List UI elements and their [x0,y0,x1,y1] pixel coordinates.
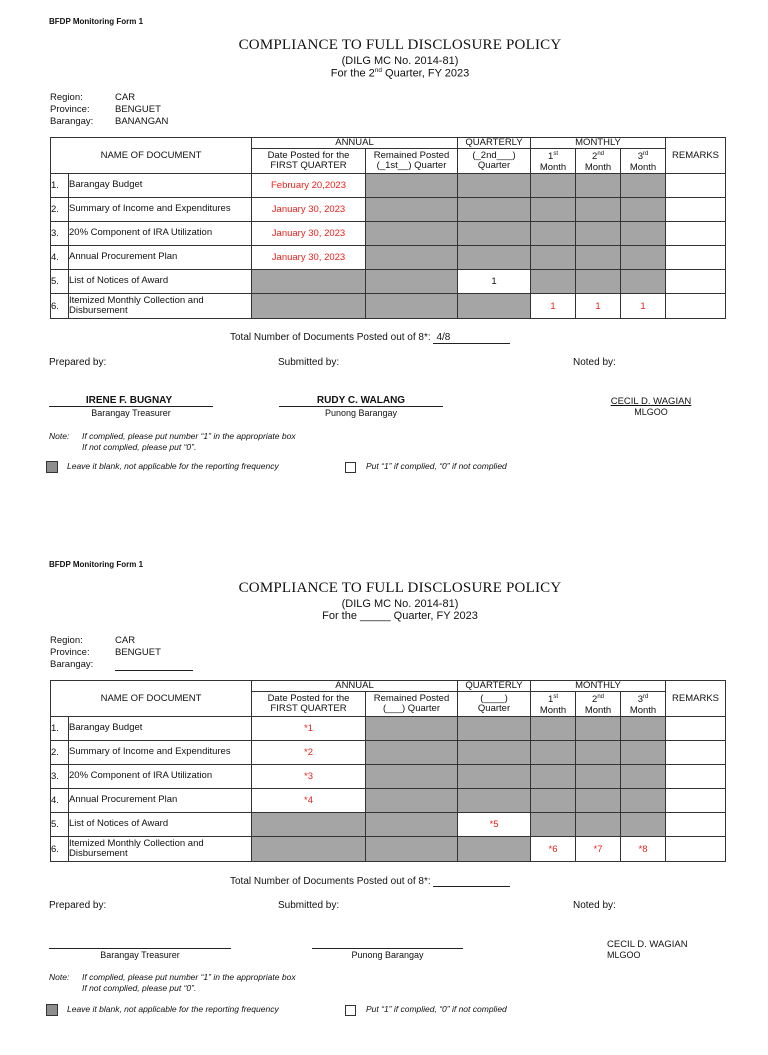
remarks-cell[interactable] [666,246,726,270]
form-subtitle: (DILG MC No. 2014-81) [341,598,459,610]
document-name: Itemized Monthly Collection and Disbursement [69,294,252,319]
row-number: 5. [51,270,69,294]
date-posted-cell[interactable]: February 20,2023 [252,174,366,198]
header-remarks: REMARKS [666,681,726,717]
province-label: Province: [50,647,90,658]
row-number: 1. [51,174,69,198]
province-value: BENGUET [115,647,161,658]
header-quarter-line2: Quarter [477,160,511,171]
region-label: Region: [50,92,83,103]
shaded-cell [621,765,666,789]
m2-sup: nd [597,694,604,701]
note-line-2: If not complied, please put “0”. [82,982,197,993]
document-name: List of Notices of Award [69,270,252,294]
reporting-period [0,610,768,622]
note-block [49,972,296,993]
shaded-cell [621,270,666,294]
mlgoo-name: CECIL D. WAGIAN [607,939,688,950]
mlgoo-block [607,939,688,960]
shaded-cell [621,198,666,222]
remarks-cell[interactable] [666,741,726,765]
header-quarterly: QUARTERLY [458,681,531,692]
province-label: Province: [50,104,90,115]
submitted-by-label: Submitted by: [278,900,340,911]
treasurer-signature-line[interactable] [49,937,231,949]
shaded-cell [366,198,458,222]
shaded-cell [621,741,666,765]
shaded-cell [531,789,576,813]
remarks-cell[interactable] [666,222,726,246]
treasurer-role: Barangay Treasurer [100,950,180,960]
note-label: Note: [49,972,70,982]
legend-shaded-text: Leave it blank, not applicable for the reporting frequency [67,461,279,471]
shaded-cell [531,270,576,294]
shaded-cell [621,813,666,837]
header-date-posted [252,692,366,717]
reporting-period [0,67,768,80]
noted-by-label: Noted by: [573,357,616,368]
total-label: Total Number of Documents Posted out of 8*: [230,876,431,887]
date-posted-cell[interactable]: *2 [252,741,366,765]
header-quarter [458,692,531,717]
compliance-table [50,680,726,862]
legend-blank-text: Put “1” if complied, “0” if not complied [366,461,507,471]
date-posted-cell[interactable]: *3 [252,765,366,789]
mlgoo-block [603,396,699,417]
header-date-posted-line1: Date Posted for the [267,693,350,704]
prepared-by-label: Prepared by: [49,900,107,911]
shaded-cell [621,222,666,246]
shaded-cell [576,198,621,222]
m1-label: Month [539,161,567,173]
m2-num: 2 [592,151,598,163]
location-block [50,635,193,671]
table-row [51,789,726,813]
shaded-cell [252,270,366,294]
note-line-1: If complied, please put number “1” in the appropriate box [82,431,296,441]
mlgoo-role: MLGOO [634,407,668,417]
header-month-1 [531,692,576,717]
shaded-cell [531,741,576,765]
table-row [51,837,726,862]
shaded-cell [366,717,458,741]
table-row [51,717,726,741]
shaded-cell [366,246,458,270]
captain-role: Punong Barangay [324,408,398,418]
header-month-1 [531,149,576,174]
row-number: 3. [51,222,69,246]
month-1-cell[interactable]: 1 [531,294,576,319]
shaded-cell [366,837,458,862]
header-remained-line2: (_1st__) Quarter [376,160,447,171]
header-quarter-line1: (_2nd___) [472,150,516,161]
shaded-cell [576,789,621,813]
m1-sup: st [553,151,558,158]
barangay-value: BANANGAN [115,116,169,127]
document-name: Annual Procurement Plan [69,246,252,270]
table-row [51,198,726,222]
m2-label: Month [584,161,612,173]
date-posted-cell[interactable]: January 30, 2023 [252,246,366,270]
table-row [51,222,726,246]
row-number: 2. [51,198,69,222]
remarks-cell[interactable] [666,270,726,294]
remarks-cell[interactable] [666,294,726,319]
shaded-cell [621,246,666,270]
shaded-cell [576,222,621,246]
date-posted-cell[interactable]: January 30, 2023 [252,198,366,222]
m3-num: 3 [637,694,643,706]
header-month-2 [576,149,621,174]
shaded-cell [252,813,366,837]
shaded-cell [621,174,666,198]
captain-signature-line [279,395,443,407]
header-quarter-line2: Quarter [477,703,511,714]
date-posted-cell[interactable]: *4 [252,789,366,813]
legend-blank-box-icon [345,462,356,473]
table-row [51,246,726,270]
header-quarter-line1: (____) [480,693,508,704]
barangay-label: Barangay: [50,659,94,670]
shaded-cell [366,789,458,813]
shaded-cell [576,270,621,294]
m3-label: Month [629,161,657,173]
document-name: Itemized Monthly Collection and Disbursement [69,837,252,862]
total-documents [230,332,510,344]
captain-role: Punong Barangay [351,950,424,960]
note-block [49,431,296,452]
quarterly-cell[interactable]: *5 [458,813,531,837]
shaded-cell [366,174,458,198]
month-1-cell[interactable]: *6 [531,837,576,862]
table-row [51,294,726,319]
m3-sup: rd [643,694,649,701]
header-date-posted-line1: Date Posted for the [267,150,350,161]
shaded-cell [621,717,666,741]
form-label: BFDP Monitoring Form 1 [49,560,144,569]
shaded-cell [576,174,621,198]
barangay-input[interactable] [115,661,193,671]
table-row [51,174,726,198]
header-monthly: MONTHLY [531,681,666,692]
header-remained-line1: Remained Posted [373,693,450,704]
remarks-cell[interactable] [666,789,726,813]
treasurer-role: Barangay Treasurer [91,408,171,418]
shaded-cell [621,789,666,813]
total-value[interactable]: 4/8 [433,332,510,344]
row-number: 4. [51,246,69,270]
treasurer-signature-line [49,395,213,407]
shaded-cell [531,222,576,246]
total-documents [230,875,510,887]
header-annual: ANNUAL [252,681,458,692]
document-name: Summary of Income and Expenditures [69,198,252,222]
captain-signature-line[interactable] [312,937,463,949]
header-remarks: REMARKS [666,138,726,174]
shaded-cell [458,222,531,246]
period-prefix: For the 2 [330,67,375,80]
shaded-cell [458,765,531,789]
m3-num: 3 [637,151,643,163]
month-2-cell[interactable]: *7 [576,837,621,862]
document-name: 20% Component of IRA Utilization [69,765,252,789]
period-sup: nd [374,67,382,74]
row-number: 4. [51,789,69,813]
shaded-cell [576,765,621,789]
shaded-cell [458,789,531,813]
remarks-cell[interactable] [666,174,726,198]
header-remained-line2: (___) Quarter [382,703,441,714]
remarks-cell[interactable] [666,813,726,837]
shaded-cell [366,294,458,319]
header-remained-posted [366,149,458,174]
header-month-3 [621,692,666,717]
month-2-cell[interactable]: 1 [576,294,621,319]
legend-blank-box-icon [345,1005,356,1016]
prepared-by-label: Prepared by: [49,357,107,368]
month-3-cell[interactable]: *8 [621,837,666,862]
monitoring-form-1 [0,0,768,512]
document-name: Annual Procurement Plan [69,789,252,813]
date-posted-cell[interactable]: *1 [252,717,366,741]
document-name: Barangay Budget [69,174,252,198]
region-value: CAR [115,92,136,103]
header-month-2 [576,692,621,717]
treasurer-name: IRENE F. BUGNAY [85,395,173,406]
remarks-cell[interactable] [666,837,726,862]
shaded-cell [458,741,531,765]
shaded-cell [458,294,531,319]
legend-shaded-box-icon [46,461,58,473]
m3-label: Month [629,704,657,716]
shaded-cell [531,174,576,198]
month-3-cell[interactable]: 1 [621,294,666,319]
m2-label: Month [584,704,612,716]
submitted-by-label: Submitted by: [278,357,340,368]
note-label: Note: [49,431,70,441]
shaded-cell [576,741,621,765]
shaded-cell [366,741,458,765]
barangay-label: Barangay: [50,116,94,127]
shaded-cell [252,294,366,319]
row-number: 5. [51,813,69,837]
m1-num: 1 [548,151,554,163]
note-line-2: If not complied, please put “0”. [82,441,197,452]
shaded-cell [366,813,458,837]
header-date-posted [252,149,366,174]
header-quarterly: QUARTERLY [458,138,531,149]
region-label: Region: [50,635,83,646]
compliance-table [50,137,726,319]
header-monthly: MONTHLY [531,138,666,149]
remarks-cell[interactable] [666,717,726,741]
table-row [51,813,726,837]
shaded-cell [366,270,458,294]
shaded-cell [531,813,576,837]
header-quarter [458,149,531,174]
period-suffix: Quarter, FY 2023 [382,67,470,80]
m2-num: 2 [592,694,598,706]
row-number: 1. [51,717,69,741]
total-label: Total Number of Documents Posted out of 8*: [230,332,431,343]
header-remained-line1: Remained Posted [373,150,450,161]
table-row [51,765,726,789]
table-row [51,270,726,294]
shaded-cell [458,717,531,741]
shaded-cell [458,246,531,270]
document-name: 20% Component of IRA Utilization [69,222,252,246]
m1-num: 1 [548,694,554,706]
header-date-posted-line2: FIRST QUARTER [270,703,347,714]
mlgoo-name: CECIL D. WAGIAN [610,396,692,407]
shaded-cell [366,222,458,246]
shaded-cell [531,765,576,789]
shaded-cell [458,174,531,198]
table-row [51,741,726,765]
noted-by-label: Noted by: [573,900,616,911]
shaded-cell [458,837,531,862]
row-number: 6. [51,294,69,319]
remarks-cell[interactable] [666,198,726,222]
shaded-cell [458,198,531,222]
captain-name: RUDY C. WALANG [316,395,406,406]
date-posted-cell[interactable]: January 30, 2023 [252,222,366,246]
row-number: 6. [51,837,69,862]
form-title: COMPLIANCE TO FULL DISCLOSURE POLICY [238,580,562,596]
note-line-1: If complied, please put number “1” in the appropriate box [82,972,296,982]
legend-shaded-box-icon [46,1004,58,1016]
shaded-cell [576,246,621,270]
header-annual: ANNUAL [252,138,458,149]
m1-label: Month [539,704,567,716]
m1-sup: st [553,694,558,701]
location-block [50,92,168,128]
document-name: Summary of Income and Expenditures [69,741,252,765]
form-title: COMPLIANCE TO FULL DISCLOSURE POLICY [238,37,562,53]
document-name: Barangay Budget [69,717,252,741]
shaded-cell [576,813,621,837]
header-date-posted-line2: FIRST QUARTER [270,160,347,171]
remarks-cell[interactable] [666,765,726,789]
shaded-cell [576,717,621,741]
total-value[interactable] [433,875,510,887]
form-label: BFDP Monitoring Form 1 [49,17,144,26]
shaded-cell [252,837,366,862]
m2-sup: nd [597,151,604,158]
header-name-of-document: NAME OF DOCUMENT [51,138,252,174]
period-prefix: For the _____ Quarter, FY 2023 [322,610,478,622]
shaded-cell [531,717,576,741]
monitoring-form-2 [0,543,768,1055]
document-name: List of Notices of Award [69,813,252,837]
header-name-of-document: NAME OF DOCUMENT [51,681,252,717]
legend-shaded-text: Leave it blank, not applicable for the reporting frequency [67,1004,279,1014]
shaded-cell [531,198,576,222]
region-value: CAR [115,635,136,646]
header-month-3 [621,149,666,174]
row-number: 3. [51,765,69,789]
legend-blank-text: Put “1” if complied, “0” if not complied [366,1004,507,1014]
shaded-cell [531,246,576,270]
shaded-cell [366,765,458,789]
row-number: 2. [51,741,69,765]
m3-sup: rd [643,151,649,158]
quarterly-cell[interactable]: 1 [458,270,531,294]
province-value: BENGUET [115,104,161,115]
header-remained-posted [366,692,458,717]
form-subtitle: (DILG MC No. 2014-81) [341,55,459,67]
mlgoo-role: MLGOO [607,950,641,960]
